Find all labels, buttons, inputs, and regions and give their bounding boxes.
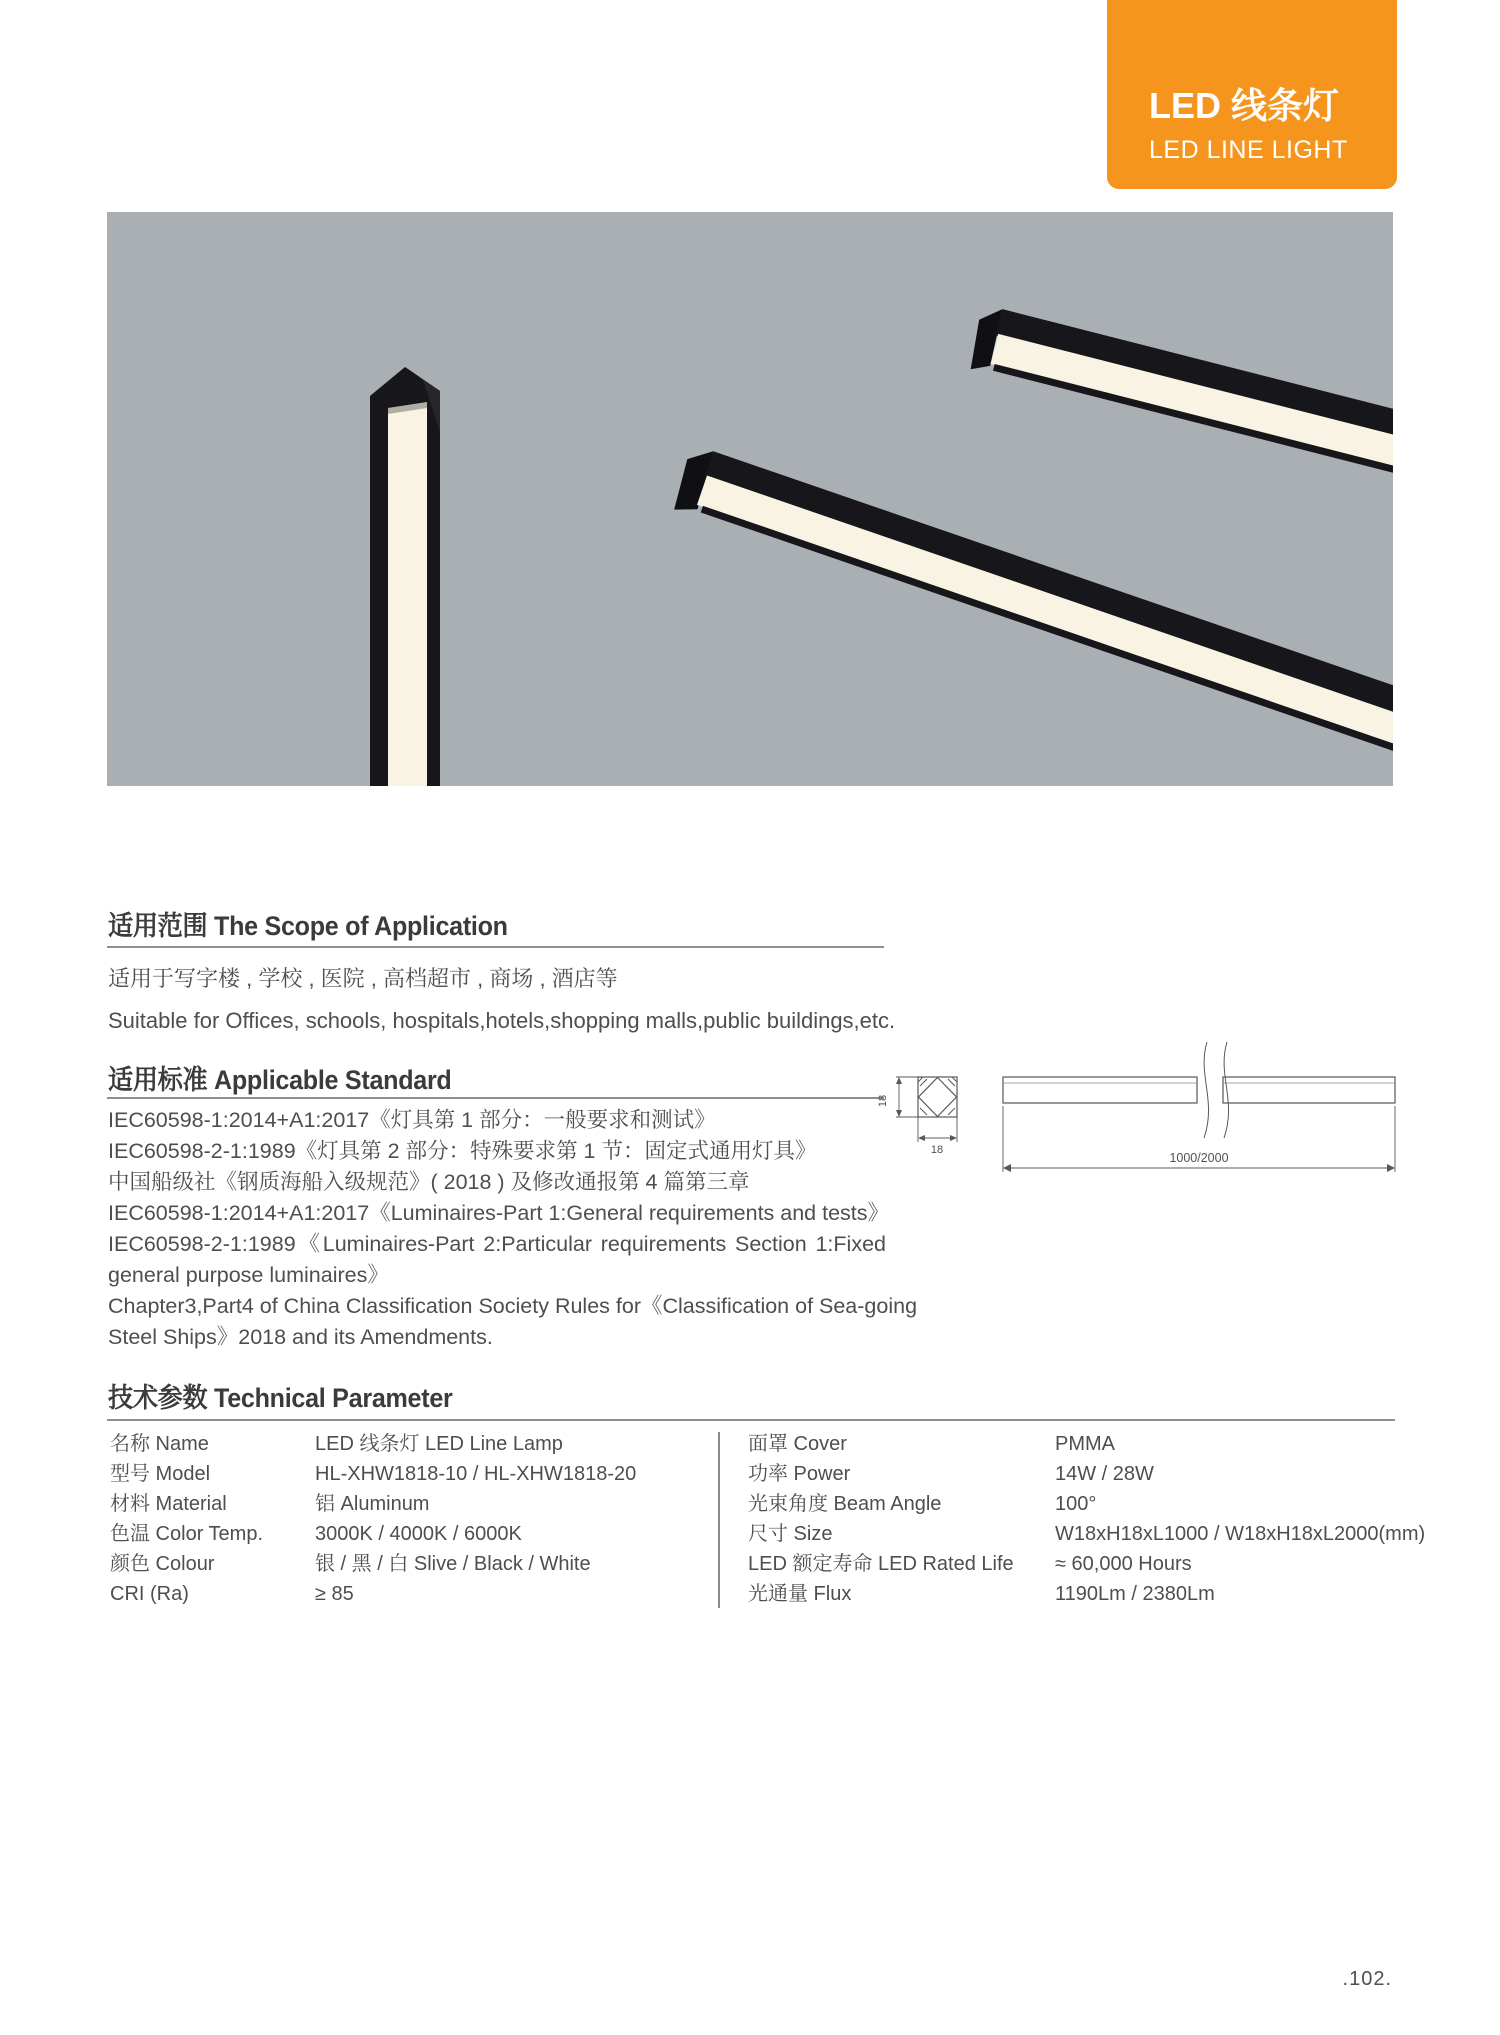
dim-label-height: 18 [877, 1094, 889, 1108]
param-value: LED 线条灯 LED Line Lamp [315, 1433, 563, 1455]
diagonal-led-bar-upper [967, 304, 1393, 503]
parameter-heading-text: 技术参数 Technical Parameter [108, 1383, 453, 1413]
param-label: LED 额定寿命 LED Rated Life [748, 1553, 1014, 1575]
standard-line: IEC60598-2-1:1989《灯具第 2 部分：特殊要求第 1 节：固定式通用灯具》 [108, 1139, 817, 1163]
badge-title-en: LED LINE LIGHT [1149, 136, 1348, 164]
dimension-drawing-svg [870, 1020, 1400, 1190]
param-value: 3000K / 4000K / 6000K [315, 1523, 522, 1545]
standard-line: IEC60598-1:2014+A1:2017《灯具第 1 部分：一般要求和测试》 [108, 1108, 716, 1132]
profile-square [918, 1077, 957, 1117]
standard-heading-rule [107, 1097, 884, 1099]
param-value: 铝 Aluminum [315, 1493, 430, 1515]
standard-line: 中国船级社《钢质海船入级规范》( 2018 ) 及修改通报第 4 篇第三章 [108, 1170, 750, 1194]
standard-line: IEC60598-1:2014+A1:2017《Luminaires-Part 1:General requirements and tests》 [108, 1201, 890, 1225]
scope-heading-rule [107, 946, 884, 948]
standard-lines [108, 1105, 918, 1353]
param-value: PMMA [1055, 1433, 1115, 1455]
param-label: 光束角度 Beam Angle [748, 1493, 942, 1515]
param-value: 14W / 28W [1055, 1463, 1154, 1485]
param-label: 型号 Model [110, 1463, 211, 1485]
category-badge [1107, 0, 1397, 189]
standard-heading [108, 1058, 477, 1095]
led-lamps-illustration [107, 212, 1393, 786]
param-value: HL-XHW1818-10 / HL-XHW1818-20 [315, 1463, 637, 1485]
standard-line: general purpose luminaires》 [108, 1263, 389, 1287]
vertical-led-bar [370, 367, 440, 786]
standard-heading-text: 适用标准 Applicable Standard [108, 1065, 452, 1095]
dim-label-length: 1000/2000 [1169, 1151, 1229, 1165]
standard-line: Steel Ships》2018 and its Amendments. [108, 1325, 493, 1349]
param-label: 尺寸 Size [748, 1523, 833, 1545]
param-label: CRI (Ra) [110, 1583, 189, 1605]
parameter-heading [108, 1376, 478, 1413]
param-value: ≥ 85 [315, 1583, 354, 1605]
param-value: 100° [1055, 1493, 1097, 1515]
param-label: 材料 Material [110, 1493, 227, 1515]
scope-heading [108, 904, 538, 941]
parameter-heading-rule [107, 1419, 1395, 1421]
product-photo [107, 212, 1393, 786]
param-value: W18xH18xL1000 / W18xH18xL2000(mm) [1055, 1523, 1426, 1545]
param-label: 名称 Name [110, 1433, 209, 1455]
scope-heading-text: 适用范围 The Scope of Application [108, 911, 508, 941]
scope-line-zh: 适用于写字楼 , 学校 , 医院 , 高档超市 , 商场 , 酒店等 [108, 966, 618, 991]
param-value: ≈ 60,000 Hours [1055, 1553, 1192, 1575]
param-value: 银 / 黑 / 白 Slive / Black / White [315, 1553, 591, 1575]
badge-title-zh: LED 线条灯 [1149, 85, 1340, 126]
page-number: .102. [1342, 1968, 1392, 1990]
table-divider [718, 1432, 720, 1608]
param-label: 面罩 Cover [748, 1433, 847, 1455]
dimension-drawing [870, 1020, 1400, 1190]
param-label: 光通量 Flux [748, 1583, 852, 1605]
standard-line: IEC60598-2-1:1989《Luminaires-Part 2:Particular requirements Section 1:Fixed [108, 1232, 886, 1256]
param-value: 1190Lm / 2380Lm [1055, 1583, 1215, 1605]
dim-label-width: 18 [930, 1144, 944, 1156]
param-label: 色温 Color Temp. [110, 1523, 264, 1545]
param-label: 功率 Power [748, 1463, 851, 1485]
param-label: 颜色 Colour [110, 1553, 215, 1575]
scope-line-en: Suitable for Offices, schools, hospitals,hotels,shopping malls,public buildings,etc. [108, 1008, 896, 1033]
standard-line: Chapter3,Part4 of China Classification Society Rules for《Classification of Sea-going [108, 1294, 918, 1318]
profile-diamond [919, 1078, 957, 1117]
diagonal-led-bar-long [670, 444, 1393, 765]
